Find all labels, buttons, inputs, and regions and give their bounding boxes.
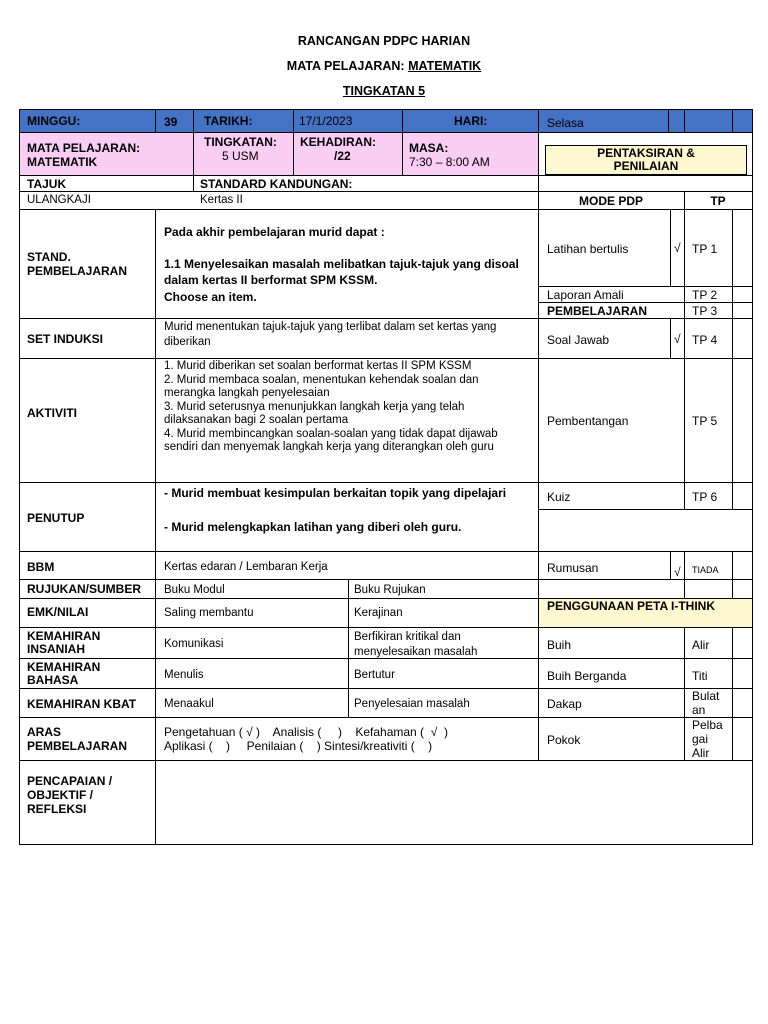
aktiviti-item: 2. Murid membaca soalan, menentukan kehendak soalan dan merangka langkah penyelesaian [164,373,479,399]
kehadiran-label: KEHADIRAN: [300,135,376,149]
tp4: TP 4 [692,333,718,347]
pentaksiran-box: PENTAKSIRAN & PENILAIAN [545,145,747,175]
subject-prefix: MATA PELAJARAN: [286,59,409,73]
bbm-label: BBM [27,560,55,574]
ithink-pokok: Pokok [547,733,581,747]
tp5: TP 5 [692,414,718,428]
stand-line1: Pada akhir pembelajaran murid dapat : [164,225,385,239]
masa-label: MASA: [409,141,449,155]
aras-label: ARAS PEMBELAJARAN [27,725,128,753]
tingkatan-label: TINGKATAN: [204,135,277,149]
tajuk-value: ULANGKAJI [27,194,91,206]
mode-pembentangan: Pembentangan [547,414,629,428]
kbat-a: Menaakul [164,698,214,710]
tp3: TP 3 [692,304,718,318]
ithink-bulatan: Bulat an [692,689,720,717]
aktiviti-item: 3. Murid seterusnya menunjukkan langkah kerja yang telah dilaksanakan bagi 2 soalan pertama [164,400,465,426]
mode-kuiz: Kuiz [547,490,571,504]
minggu-value: 39 [164,115,178,129]
tp1: TP 1 [692,242,718,256]
aktiviti-item: 1. Murid diberikan set soalan berformat kertas II SPM KSSM [164,360,472,372]
aktiviti-item: 4. Murid membincangkan soalan-soalan yang tidak dapat dijawab sendiri dan menyemak langkah kerja yang diterangkan oleh guru [164,427,498,453]
mode-latihan: Latihan bertulis [547,242,629,256]
pencapaian-label: PENCAPAIAN / OBJEKTIF / REFLEKSI [27,774,113,816]
tajuk-label: TAJUK [27,177,67,191]
tingkatan-value: 5 USM [222,149,259,163]
emk-label: EMK/NILAI [27,605,89,619]
tarikh-label: TARIKH: [204,114,253,128]
page-title: RANCANGAN PDPC HARIAN [297,34,471,48]
stand-line3: Choose an item. [164,290,257,304]
ithink-alir: Alir [692,638,710,652]
sk-value: Kertas II [200,194,243,206]
check-rumusan: √ [674,565,681,579]
emk-a: Saling membantu [164,607,254,619]
aras-line2: Aplikasi ( ) Penilaian ( ) Sintesi/kreativiti ( ) [164,739,433,753]
form-heading: TINGKATAN 5 [342,84,426,98]
check-latihan: √ [674,241,681,255]
hari-label: HARI: [454,114,488,128]
bahasa-a: Menulis [164,669,204,681]
penutup-line1: - Murid membuat kesimpulan berkaitan topik yang dipelajari [164,486,507,500]
insaniah-a: Komunikasi [164,638,224,650]
minggu-label: MINGGU: [27,114,81,128]
tp2: TP 2 [692,288,718,302]
subject-value: MATEMATIK [408,59,482,73]
rujukan-b: Buku Rujukan [354,584,426,596]
ithink-header: PENGGUNAAN PETA I-THINK [547,599,715,613]
bahasa-label: KEMAHIRAN BAHASA [27,660,101,687]
bahasa-b: Bertutur [354,669,395,681]
mode-soal: Soal Jawab [547,333,610,347]
mode-pembelajaran: PEMBELAJARAN [547,304,648,318]
stand-line2: 1.1 Menyelesaikan masalah melibatkan tajuk-tajuk yang disoal dalam kertas II berformat SPM KSSM. [164,257,519,287]
aras-line1: Pengetahuan ( √ ) Analisis ( ) Kefahaman ( √ ) [164,725,448,739]
emk-b: Kerajinan [354,607,403,619]
tp-tiada: TIADA [692,565,719,575]
masa-value: 7:30 – 8:00 AM [409,155,490,169]
tarikh-value: 17/1/2023 [299,114,353,128]
rujukan-label: RUJUKAN/SUMBER [27,582,142,596]
subject-heading [0,59,768,73]
mode-pdp-header: MODE PDP [578,194,643,208]
rujukan-a: Buku Modul [164,584,225,596]
tp6: TP 6 [692,490,718,504]
set-induksi-label: SET INDUKSI [27,332,104,346]
tp-header: TP [710,194,726,208]
mode-laporan: Laporan Amali [547,288,624,302]
ithink-dakap: Dakap [547,697,582,711]
kbat-label: KEMAHIRAN KBAT [27,697,137,711]
check-soal: √ [674,332,681,346]
sk-label: STANDARD KANDUNGAN: [200,177,353,191]
penutup-line2: - Murid melengkapkan latihan yang diberi oleh guru. [164,520,462,534]
subject-label: MATA PELAJARAN: MATEMATIK [27,141,141,169]
ithink-pelbagai: Pelba gai Alir [692,718,723,760]
insaniah-label: KEMAHIRAN INSANIAH [27,629,101,656]
hari-value: Selasa [547,116,584,130]
kehadiran-value: /22 [334,149,351,163]
bbm-value: Kertas edaran / Lembaran Kerja [164,561,328,573]
penutup-label: PENUTUP [27,511,85,525]
aktiviti-text [158,358,536,457]
ithink-buih: Buih [547,638,572,652]
ithink-titi: Titi [692,669,708,683]
ithink-buih-berganda: Buih Berganda [547,669,627,683]
mode-rumusan: Rumusan [547,561,599,575]
aktiviti-label: AKTIVITI [27,406,77,420]
stand-label: STAND. PEMBELAJARAN [27,250,128,278]
insaniah-b: Berfikiran kritikal dan menyelesaikan masalah [354,631,478,658]
kbat-b: Penyelesaian masalah [354,698,470,710]
set-induksi-text: Murid menentukan tajuk-tajuk yang terlibat dalam set kertas yang diberikan [164,321,497,348]
